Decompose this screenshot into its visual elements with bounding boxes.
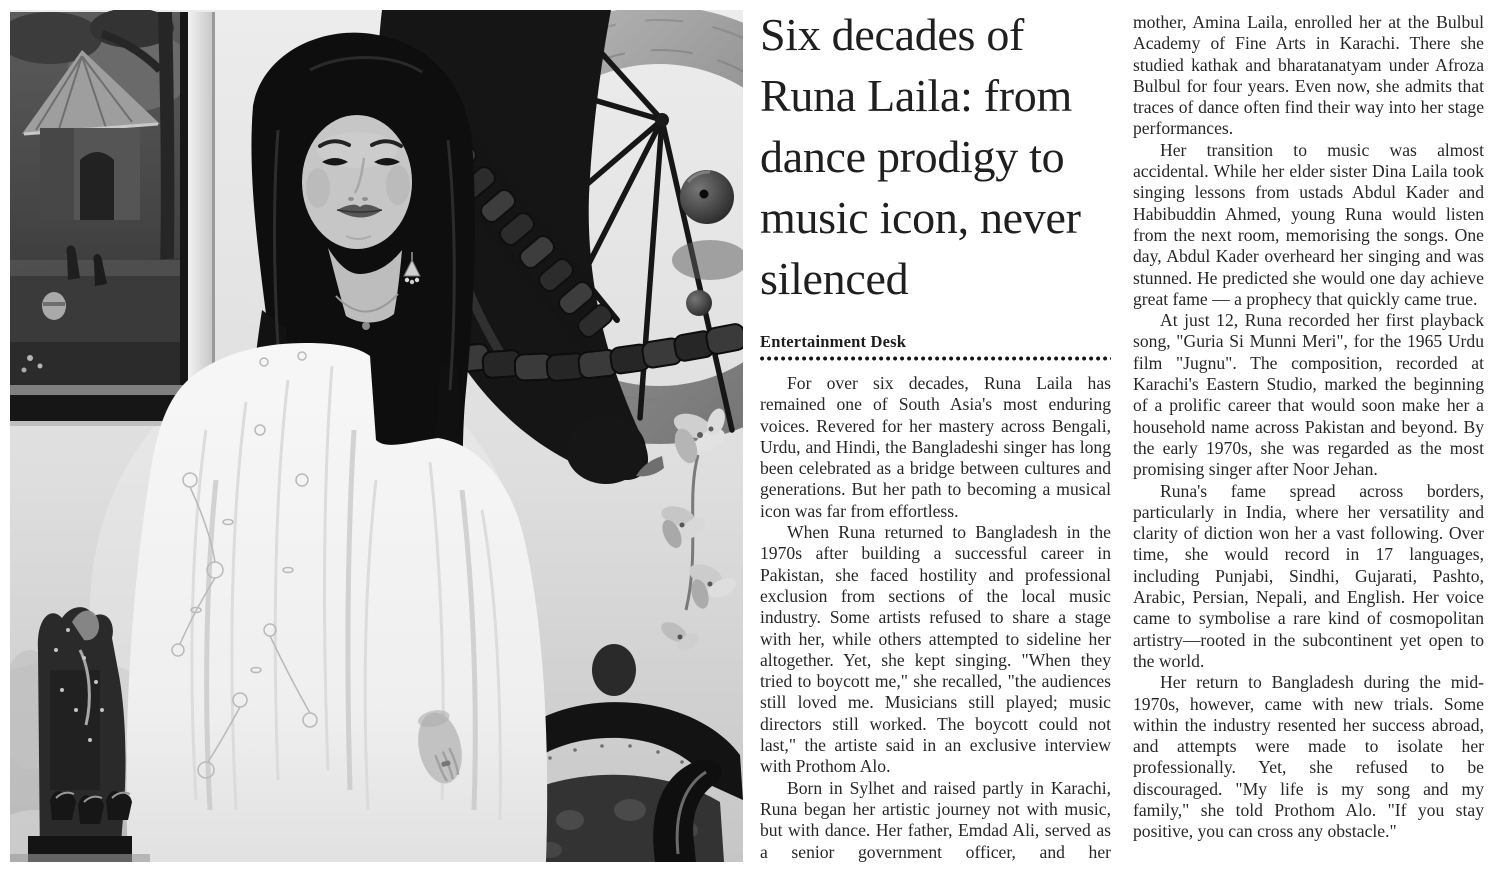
body-text-left (760, 373, 1111, 863)
article-photo (10, 10, 743, 862)
paragraph: Runa's fame spread across borders, particularly in India, where her versatility and clarity of diction won her a vast following. Over time, she would record in 17 languages, including Punjabi, Sindhi, Gujarati, Pashto, Arabic, Persian, Nepali, and English. Her voice came to symbolise a rare kind of cosmopolitan artistry—rooted in the subcontinent yet open to the world. (1133, 480, 1484, 671)
paragraph: Her transition to music was almost accidental. While her elder sister Dina Laila took singing lessons from ustads Abdul Kader and Habibuddin Ahmed, young Runa would listen from the next room, memorising the songs. One day, Abdul Kader overheard her singing and was stunned. He predicted she would one day achieve great fame — a prophecy that quickly came true. (1133, 139, 1484, 309)
face (302, 62, 416, 249)
paragraph: mother, Amina Laila, enrolled her at the Bulbul Academy of Fine Arts in Karachi. There she studied kathak and bharatanatyam under Afroza Bulbul for four years. Even now, she admits that traces of dance often find their way into her stage performances. (1133, 12, 1484, 139)
paragraph: For over six decades, Runa Laila has remained one of South Asia's most enduring voices. Revered for her mastery across Bengali, Urdu, and Hindi, the Bangladeshi singer has long been celebrated as a bridge between cultures and generations. But her path to becoming a musical icon was far from effortless. (760, 373, 1111, 521)
article-headline: Six decades of Runa Laila: from dance prodigy to music icon, never silenced (760, 9, 1081, 304)
dotted-rule (760, 356, 1111, 361)
headline-column (760, 4, 1111, 863)
paragraph: When Runa returned to Bangladesh in the 1970s after building a successful career in Pakistan, she faced hostility and professional exclusion from sections of the local music industry. Some artists refused to share a stage with her, while others attempted to sideline her altogether. Yet, she kept singing. "When they tried to boycott me," she recalled, "the audiences still loved me. Musicians still played; music directors still worked. The boycott could not last," the artiste said in an exclusive interview with Prothom Alo. (760, 522, 1111, 777)
paragraph: At just 12, Runa recorded her first playback song, "Guria Si Munni Meri", for the 1965 Urdu film "Jugnu". The composition, recorded at Karachi's Eastern Studio, marked the beginning of a prolific career that would soon make her a household name across Pakistan and beyond. By the early 1970s, she was regarded as the most promising singer after Noor Jehan. (1133, 310, 1484, 480)
photo-illustration (10, 10, 743, 862)
paragraph: Her return to Bangladesh during the mid-1970s, however, came with new trials. Some within the industry resented her success abroad, and attempts were made to isolate her professionally. Yet, she refused to be discouraged. "My life is my song and my family," she told Prothom Alo. "If you stay positive, you can cross any obstacle." (1133, 672, 1484, 842)
framed-painting (10, 10, 215, 426)
byline: Entertainment Desk (760, 332, 907, 351)
paragraph: Born in Sylhet and raised partly in Karachi, Runa began her artistic journey not with music, but with dance. Her father, Emdad Ali, served as a senior government officer, and her (760, 777, 1111, 862)
continuation-column (1133, 12, 1484, 843)
